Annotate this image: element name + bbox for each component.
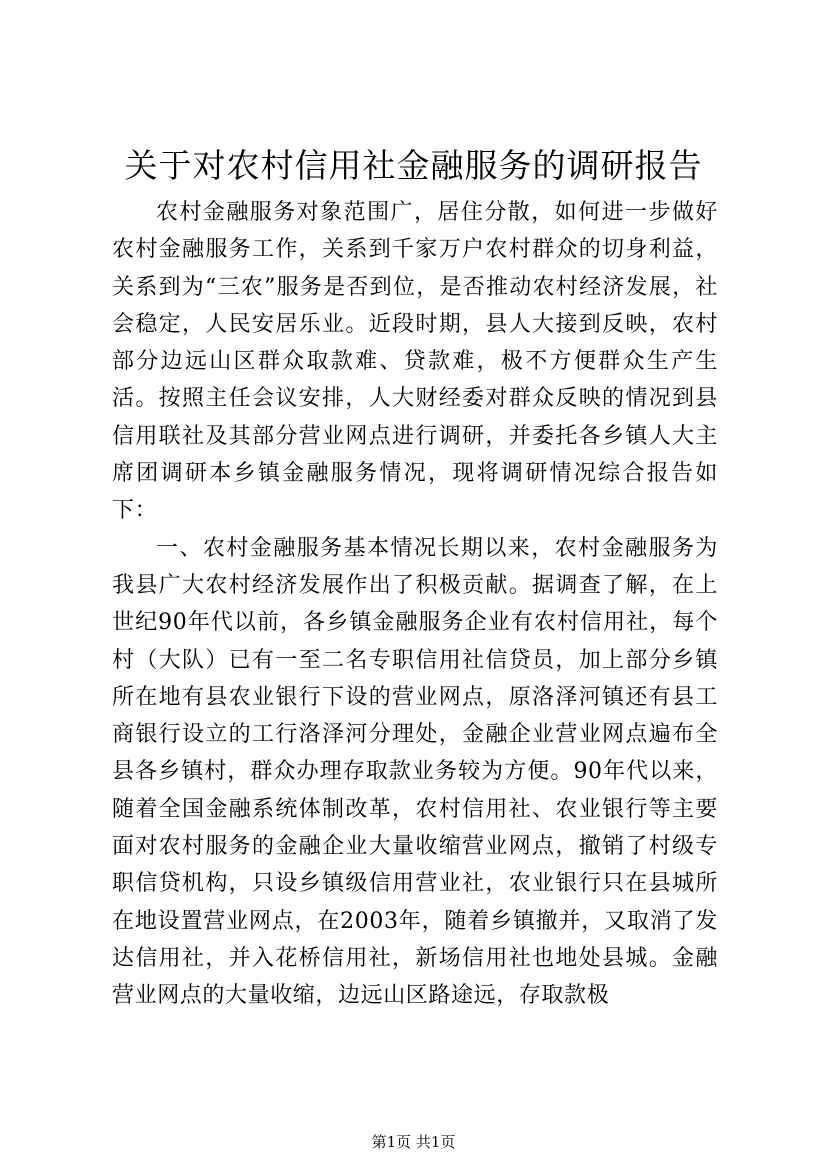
document-body [112,194,718,1015]
paragraph-section-one: 一、农村金融服务基本情况长期以来，农村金融服务为我县广大农村经济发展作出了积极贡献。据调查了解，在上世纪90年代以前，各乡镇金融服务企业有农村信用社，每个村（大队）已有一至二名专职信用社信贷员，加上部分乡镇所在地有县农业银行下设的营业网点，原洛泽河镇还有县工商银行设立的工行洛泽河分理处，金融企业营业网点遍布全县各乡镇村，群众办理存取款业务较为方便。90年代以来，随着全国金融系统体制改革，农村信用社、农业银行等主要面对农村服务的金融企业大量收缩营业网点，撤销了村级专职信贷机构，只设乡镇级信用营业社，农业银行只在县城所在地设置营业网点，在2003年，随着乡镇撤并，又取消了发达信用社，并入花桥信用社，新场信用社也地处县城。金融营业网点的大量收缩，边远山区路途远，存取款极 [112,535,718,1009]
paragraph-intro: 农村金融服务对象范围广，居住分散，如何进一步做好农村金融服务工作，关系到千家万户农村群众的切身利益，关系到为“三农”服务是否到位，是否推动农村经济发展，社会稳定，人民安居乐业。近段时期，县人大接到反映，农村部分边远山区群众取款难、贷款难，极不方便群众生产生活。按照主任会议安排，人大财经委对群众反映的情况到县信用联社及其部分营业网点进行调研，并委托各乡镇人大主席团调研本乡镇金融服务情况，现将调研情况综合报告如下： [112,200,718,524]
page-footer: 第1页 共1页 [371,1133,456,1151]
document-title: 关于对农村信用社金融服务的调研报告 [124,146,703,185]
